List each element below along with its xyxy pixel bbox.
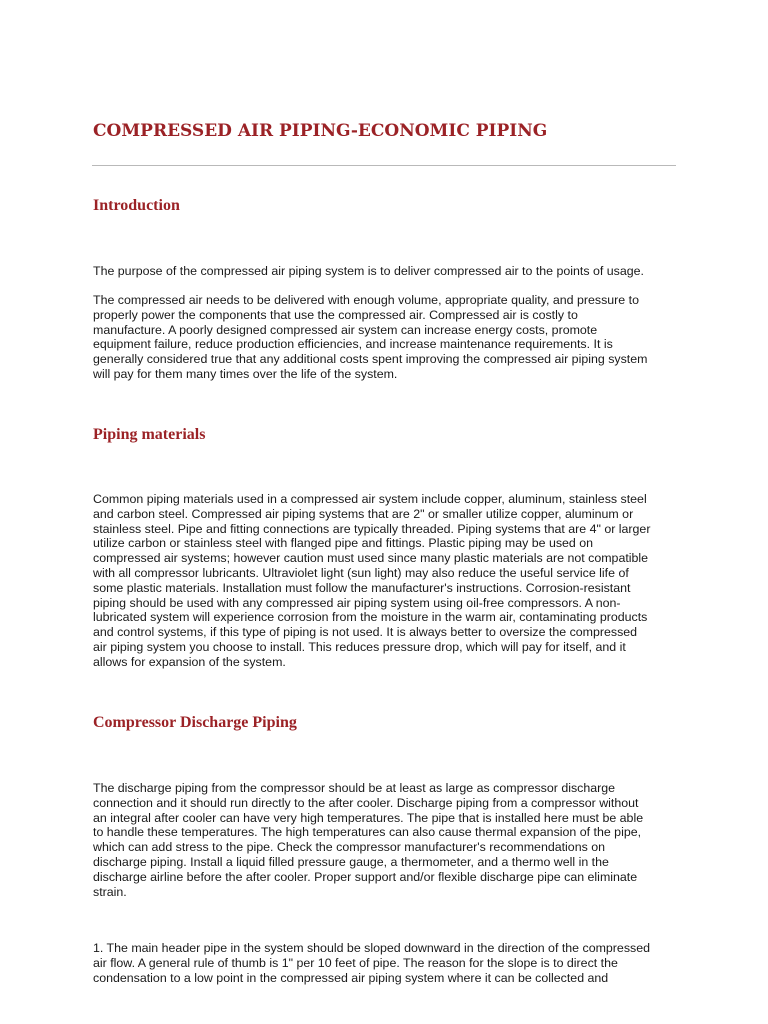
- section-heading-compressor-discharge-piping: Compressor Discharge Piping: [93, 714, 297, 731]
- text-line: generally considered true that any additional costs spent improving the compressed air piping system: [93, 352, 648, 367]
- text-line: which can add stress to the pipe. Check the compressor manufacturer's recommendations on: [93, 840, 606, 855]
- text-line: equipment failure, reduce production efficiencies, and increase maintenance requirements. It is: [93, 337, 613, 352]
- text-line: discharge piping. Install a liquid filled pressure gauge, a thermometer, and a thermo well in the: [93, 854, 609, 869]
- text-line: Common piping materials used in a compressed air system include copper, aluminum, stainless steel: [93, 492, 647, 506]
- text-line: connection and it should run directly to the after cooler. Discharge piping from a compressor without: [93, 795, 639, 810]
- text-line: allows for expansion of the system.: [93, 654, 286, 669]
- text-line: an integral after cooler can have very high temperatures. The pipe that is installed here must be able: [93, 810, 644, 825]
- text-line: and carbon steel. Compressed air piping systems that are 2" or smaller utilize copper, aluminum or: [93, 506, 634, 521]
- text-line: with all compressor lubricants. Ultraviolet light (sun light) may also reduce the useful service life of: [93, 565, 629, 580]
- text-line: The discharge piping from the compressor should be at least as large as compressor discharge: [93, 781, 616, 795]
- text-line: properly power the components that use the compressed air. Compressed air is costly to: [93, 307, 578, 322]
- title-divider: [92, 165, 676, 166]
- text-line: compressed air systems; however caution must used since many plastic materials are not compatible: [93, 551, 649, 566]
- paragraph: [93, 941, 683, 985]
- paragraph: [93, 293, 683, 382]
- text-line: and control systems, if this type of piping is not used. It is always better to oversize the compressed: [93, 625, 638, 640]
- document-title: COMPRESSED AIR PIPING-ECONOMIC PIPING: [93, 121, 548, 141]
- text-line: will pay for them many times over the life of the system.: [93, 366, 398, 381]
- paragraph: [93, 492, 683, 670]
- text-line: strain.: [93, 884, 127, 899]
- text-line: 1. The main header pipe in the system should be sloped downward in the direction of the compressed: [93, 941, 650, 955]
- text-line: air flow. A general rule of thumb is 1" per 10 feet of pipe. The reason for the slope is to direct the: [93, 955, 618, 970]
- text-line: manufacture. A poorly designed compressed air system can increase energy costs, promote: [93, 322, 598, 337]
- paragraph: [93, 264, 683, 279]
- text-line: discharge airline before the after cooler. Proper support and/or flexible discharge pipe can eliminate: [93, 869, 638, 884]
- text-line: lubricated system will experience corrosion from the moisture in the warm air, contaminating products: [93, 610, 648, 625]
- paragraph: [93, 781, 683, 899]
- section-heading-introduction: Introduction: [93, 197, 180, 214]
- text-line: stainless steel. Pipe and fitting connections are typically threaded. Piping systems that are 4" or larger: [93, 521, 651, 536]
- text-line: piping should be used with any compressed air piping system using oil-free compressors. A non-: [93, 595, 621, 610]
- text-line: to handle these temperatures. The high temperatures can also cause thermal expansion of the pipe,: [93, 825, 642, 840]
- text-line: air piping system you choose to install. This reduces pressure drop, which will pay for itself, and it: [93, 639, 626, 654]
- text-line: some plastic materials. Installation must follow the manufacturer's instructions. Corrosion-resistant: [93, 580, 631, 595]
- section-heading-piping-materials: Piping materials: [93, 426, 206, 443]
- text-line: The compressed air needs to be delivered with enough volume, appropriate quality, and pressure to: [93, 293, 639, 307]
- text-line: condensation to a low point in the compressed air piping system where it can be collected and: [93, 970, 609, 985]
- text-line: The purpose of the compressed air piping system is to deliver compressed air to the points of usage.: [93, 264, 644, 278]
- text-line: utilize carbon or stainless steel with flanged pipe and fittings. Plastic piping may be used on: [93, 536, 594, 551]
